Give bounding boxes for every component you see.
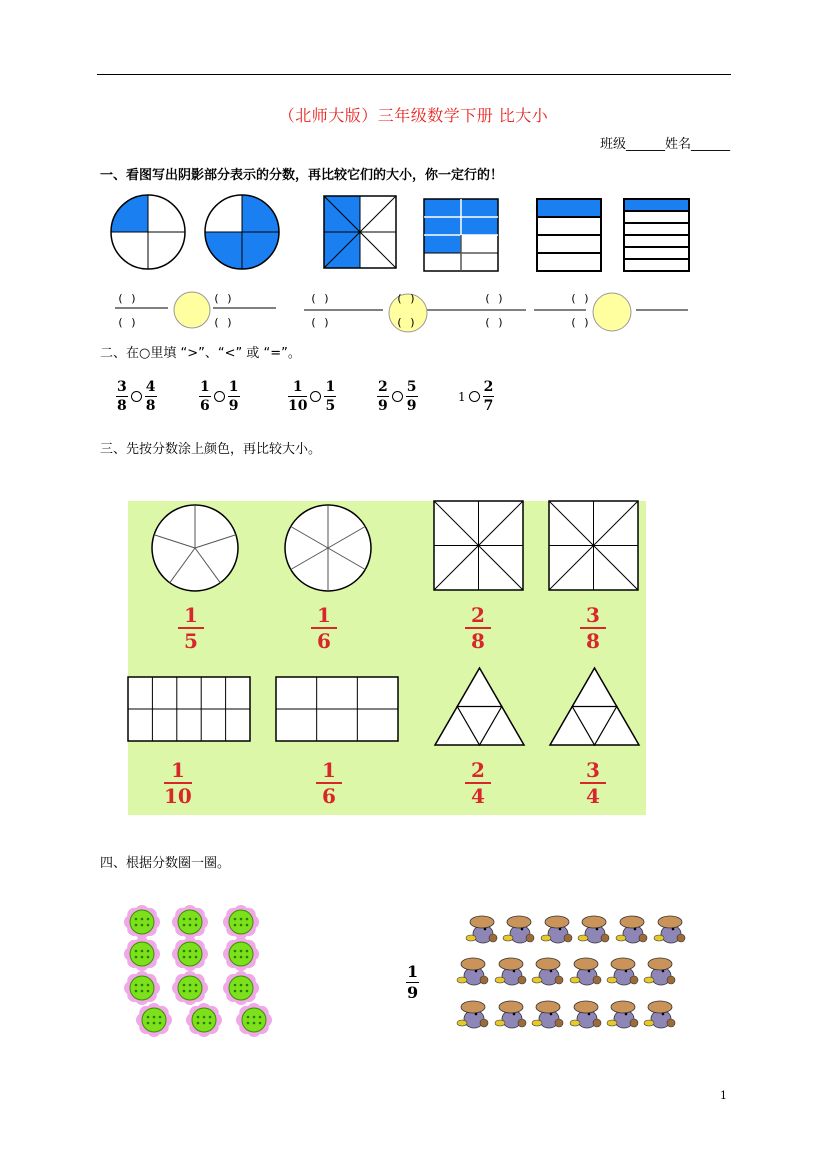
blank-paren[interactable]: ( ) bbox=[570, 292, 590, 305]
mouse-icon bbox=[578, 916, 609, 943]
comparison-item: $\frac{3}{8}$ $\frac{4}{8}$ bbox=[117, 379, 156, 414]
flower-icon bbox=[124, 971, 160, 1005]
flower-icon bbox=[236, 1003, 272, 1037]
blank-paren[interactable]: ( ) bbox=[396, 316, 416, 329]
fraction-label: 3 8 bbox=[580, 605, 606, 651]
section3-heading: 三、先按分数涂上颜色，再比较大小。 bbox=[100, 442, 322, 457]
flower-icon bbox=[124, 905, 160, 939]
comparison-item: $\frac{1}{10}$ $\frac{1}{5}$ bbox=[288, 379, 336, 414]
blank-paren[interactable]: ( ) bbox=[117, 292, 137, 305]
comparison-item: $\frac{2}{9}$ $\frac{5}{9}$ bbox=[378, 379, 417, 414]
mouse-icon bbox=[532, 1001, 563, 1028]
flower-icon bbox=[172, 971, 208, 1005]
fraction-label: 1 10 bbox=[164, 758, 192, 808]
mouse-icon bbox=[495, 958, 526, 985]
flower-icon bbox=[223, 971, 259, 1005]
flower-icon bbox=[172, 905, 208, 939]
blank-paren[interactable]: ( ) bbox=[570, 316, 590, 329]
mouse-icon bbox=[654, 916, 685, 943]
mouse-icon bbox=[570, 958, 601, 985]
mouse-icon bbox=[616, 916, 647, 943]
mouse-icon bbox=[607, 1001, 638, 1028]
fraction-label: 2 8 bbox=[465, 605, 491, 651]
mouse-icon bbox=[503, 916, 534, 943]
blank-paren[interactable]: ( ) bbox=[396, 292, 416, 305]
flower-icon bbox=[186, 1003, 222, 1037]
section4-fraction: $\frac{1}{9}$ bbox=[407, 962, 419, 1002]
flower-icon bbox=[124, 937, 160, 971]
comparison-item: 1 $\frac{2}{7}$ bbox=[458, 379, 494, 414]
blank-paren[interactable]: ( ) bbox=[117, 316, 137, 329]
flower-icon bbox=[172, 937, 208, 971]
mouse-icon bbox=[495, 1001, 526, 1028]
flower-icon bbox=[223, 937, 259, 971]
section4-heading: 四、根据分数圈一圈。 bbox=[100, 856, 231, 871]
mouse-icon bbox=[532, 958, 563, 985]
mouse-icon bbox=[457, 1001, 488, 1028]
blank-paren[interactable]: ( ) bbox=[484, 316, 504, 329]
fraction-label: 1 6 bbox=[311, 605, 337, 651]
page-number: 1 bbox=[720, 1089, 727, 1102]
fraction-label: 2 4 bbox=[465, 760, 491, 806]
blank-paren[interactable]: ( ) bbox=[484, 292, 504, 305]
blank-paren[interactable]: ( ) bbox=[213, 292, 233, 305]
mouse-icon bbox=[644, 1001, 675, 1028]
flower-icon bbox=[136, 1003, 172, 1037]
mouse-icon bbox=[457, 958, 488, 985]
section1-heading: 一、看图写出阴影部分表示的分数，再比较它们的大小，你一定行的！ bbox=[100, 168, 504, 183]
flower-icon bbox=[223, 905, 259, 939]
comparison-item: $\frac{1}{6}$ $\frac{1}{9}$ bbox=[200, 379, 239, 414]
section2-heading: 二、在○里填 “>”、“<” 或 “=”。 bbox=[100, 346, 301, 361]
mouse-icon bbox=[570, 1001, 601, 1028]
mouse-icon bbox=[541, 916, 572, 943]
page-title: （北师大版）三年级数学下册 比大小 bbox=[278, 106, 549, 125]
blank-paren[interactable]: ( ) bbox=[310, 292, 330, 305]
fraction-label: 3 4 bbox=[580, 760, 606, 806]
blank-paren[interactable]: ( ) bbox=[213, 316, 233, 329]
mouse-icon bbox=[607, 958, 638, 985]
mouse-icon bbox=[466, 916, 497, 943]
fraction-label: 1 5 bbox=[178, 605, 204, 651]
fraction-label: 1 6 bbox=[316, 760, 342, 806]
mouse-icon bbox=[644, 958, 675, 985]
blank-paren[interactable]: ( ) bbox=[310, 316, 330, 329]
class-name-line: 班级______姓名______ bbox=[599, 137, 730, 152]
